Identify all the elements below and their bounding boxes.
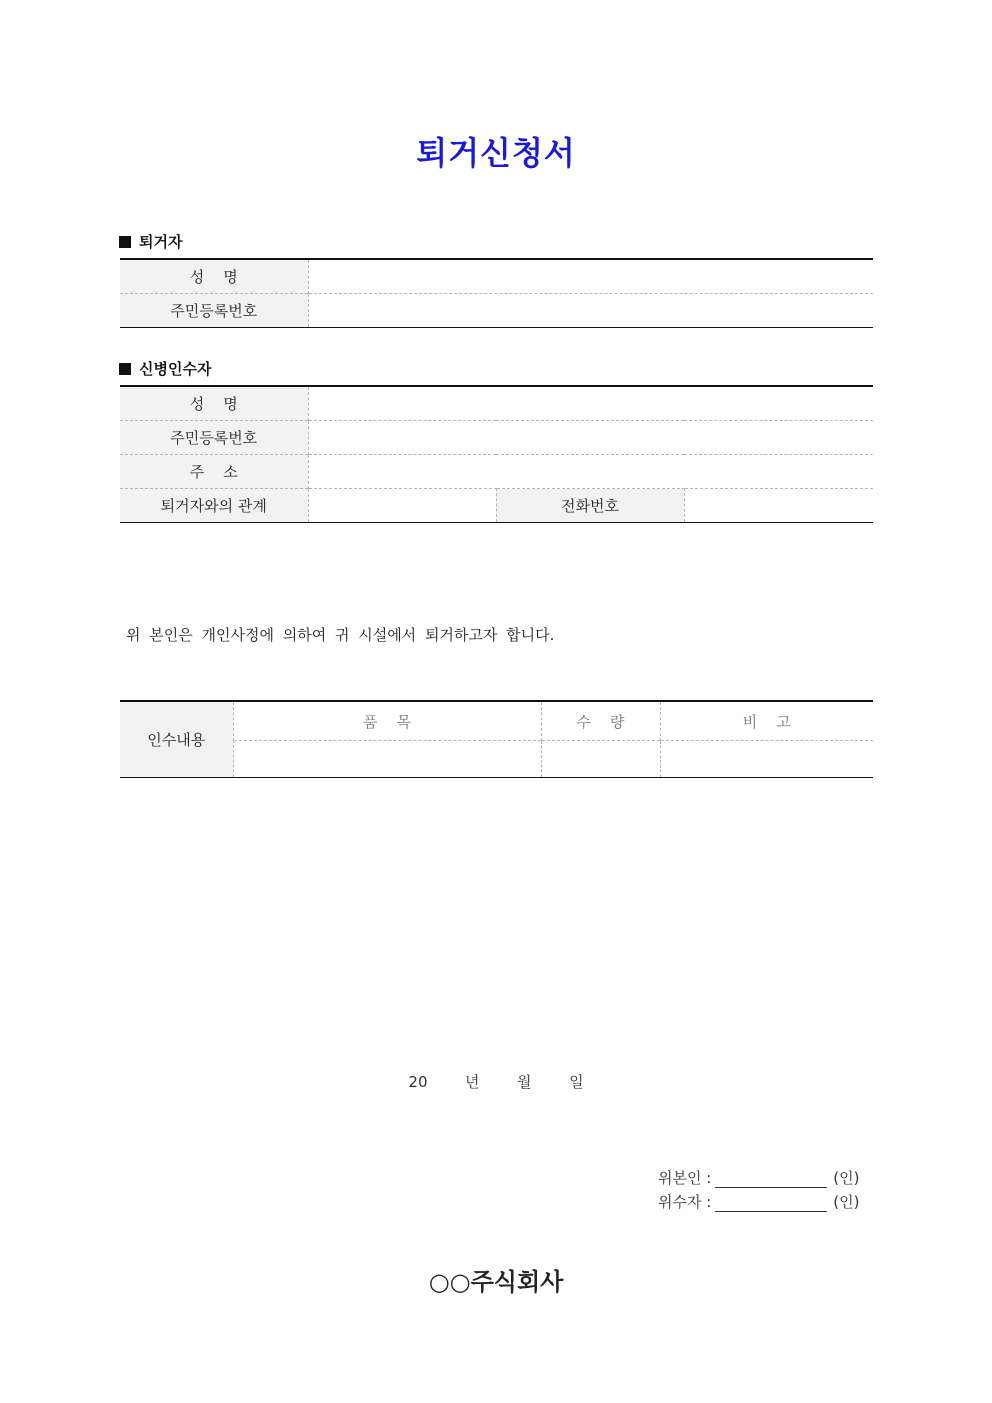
guardian-info-table <box>120 385 873 523</box>
handover-label: 인수내용 <box>120 701 233 778</box>
handover-items-table <box>120 700 873 778</box>
guardian-address-field[interactable] <box>308 455 873 489</box>
column-header-remarks: 비 고 <box>660 701 873 741</box>
section-heading-guardian <box>119 358 211 379</box>
signature-line[interactable] <box>715 1197 827 1212</box>
document-title: 퇴거신청서 <box>416 134 576 172</box>
leaver-info-table <box>120 258 873 328</box>
section-heading-label: 신병인수자 <box>139 360 212 378</box>
signature-label: 위본인 : <box>658 1169 712 1187</box>
name-label: 성 명 <box>120 259 308 294</box>
column-header-item: 품 목 <box>233 701 541 741</box>
guardian-resident-number-field[interactable] <box>308 421 873 455</box>
square-bullet-icon <box>119 236 131 248</box>
phone-field[interactable] <box>684 489 873 523</box>
quantity-field[interactable] <box>541 741 660 778</box>
phone-label: 전화번호 <box>496 489 684 523</box>
company-name: ○○주식회사 <box>428 1268 564 1296</box>
square-bullet-icon <box>119 363 131 375</box>
name-label: 성 명 <box>120 386 308 421</box>
relation-field[interactable] <box>308 489 496 523</box>
guardian-name-field[interactable] <box>308 386 873 421</box>
seal-mark: (인) <box>833 1169 860 1187</box>
resident-number-label: 주민등록번호 <box>120 421 308 455</box>
signature-label: 위수자 : <box>658 1193 712 1211</box>
signature-receiver <box>658 1191 860 1212</box>
column-header-quantity: 수 량 <box>541 701 660 741</box>
date-line: 20 년 월 일 <box>408 1073 584 1091</box>
relation-label: 퇴거자와의 관계 <box>120 489 308 523</box>
section-heading-leaver <box>119 231 182 252</box>
resident-number-label: 주민등록번호 <box>120 294 308 328</box>
signature-applicant <box>658 1167 860 1188</box>
seal-mark: (인) <box>833 1193 860 1211</box>
address-label: 주 소 <box>120 455 308 489</box>
signature-line[interactable] <box>715 1173 827 1188</box>
section-heading-label: 퇴거자 <box>139 233 183 251</box>
leaver-name-field[interactable] <box>308 259 873 294</box>
statement-text: 위 본인은 개인사정에 의하여 귀 시설에서 퇴거하고자 합니다. <box>126 626 555 644</box>
leaver-resident-number-field[interactable] <box>308 294 873 328</box>
item-field[interactable] <box>233 741 541 778</box>
remarks-field[interactable] <box>660 741 873 778</box>
